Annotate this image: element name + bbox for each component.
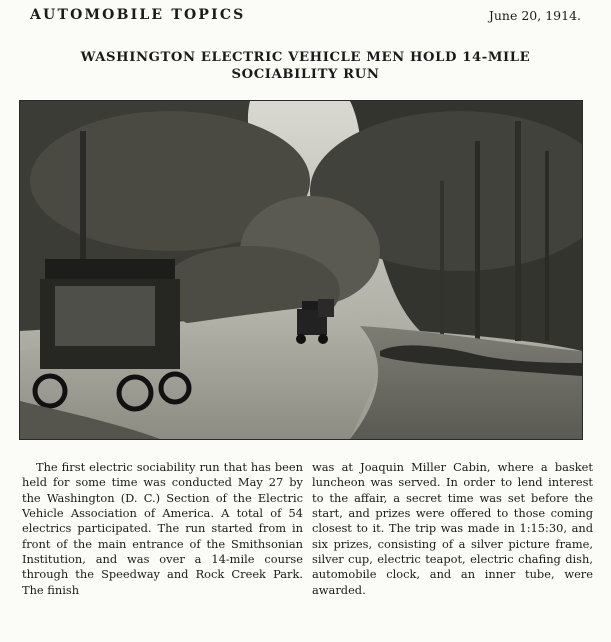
publication-name: AUTOMOBILE TOPICS xyxy=(30,7,246,23)
article-title-line-2: SOCIABILITY RUN xyxy=(231,67,380,82)
issue-date: June 20, 1914. xyxy=(488,8,581,23)
photo-forest-road-icon xyxy=(20,101,582,439)
article-photo xyxy=(19,100,583,440)
article-body-right-column: was at Joaquin Miller Cabin, where a basket luncheon was served. In order to lend interest to the affair, a secret time was set before the start, and prizes were offered to those coming closest to it. The trip was made in 1:15:30, and six prizes, consisting of a silver picture frame, silver cup, electric teapot, electric chafing dish, automobile clock, and an inner tube, were awarded. xyxy=(312,460,593,597)
article-title xyxy=(40,49,571,83)
article-title-line-1: WASHINGTON ELECTRIC VEHICLE MEN HOLD 14-MILE xyxy=(80,50,531,65)
article-body-left-column: The first electric sociability run that has been held for some time was conducted May 27 by the Washington (D. C.) Section of the Electric Vehicle Association of America. A total of 54 electrics participated. The run started from in front of the main entrance of the Smithsonian Institution, and was over a 14-mile course through the Speedway and Rock Creek Park. The finish xyxy=(22,460,303,597)
